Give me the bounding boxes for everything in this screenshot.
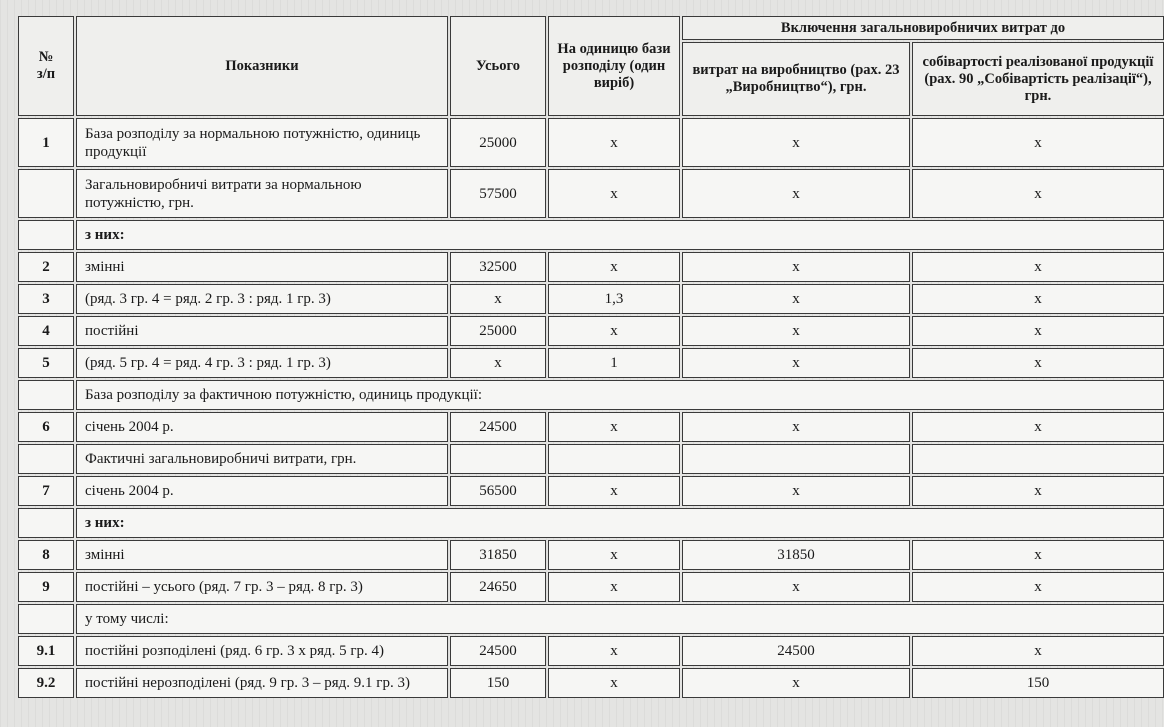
header-cost-of-sales: собівартості реалізованої продукції (рах. 90 „Собівартість реалізації“), грн. [912,42,1164,116]
cell-production: 31850 [682,540,910,570]
section-label: у тому числі: [76,604,1164,634]
cell-total: 24500 [450,412,546,442]
cell-total: 32500 [450,252,546,282]
cell-production: x [682,252,910,282]
row-number: 7 [18,476,74,506]
header-row-number: № з/п [18,16,74,116]
cell-production: x [682,316,910,346]
cell-total: x [450,348,546,378]
cell-cost-of-sales: x [912,348,1164,378]
cell-per-unit: 1,3 [548,284,680,314]
cell-production: x [682,348,910,378]
cell-cost-of-sales: 150 [912,668,1164,698]
cell-cost-of-sales: x [912,252,1164,282]
cell-production: x [682,169,910,218]
row-number: 5 [18,348,74,378]
cell-per-unit: x [548,572,680,602]
cell-cost-of-sales [912,444,1164,474]
cell-total: x [450,284,546,314]
cell-cost-of-sales: x [912,572,1164,602]
row-label: січень 2004 р. [76,412,448,442]
cell-production: x [682,412,910,442]
cell-total: 24500 [450,636,546,666]
table-row [18,540,1164,570]
table-row [18,284,1164,314]
section-label: з них: [76,508,1164,538]
cell-per-unit: x [548,252,680,282]
row-label: змінні [76,540,448,570]
row-number [18,604,74,634]
table-row [18,348,1164,378]
row-label: Фактичні загальновиробничі витрати, грн. [76,444,448,474]
row-label: Загальновиробничі витрати за нормальною потужністю, грн. [76,169,448,218]
row-number: 8 [18,540,74,570]
row-label: (ряд. 3 гр. 4 = ряд. 2 гр. 3 : ряд. 1 гр. 3) [76,284,448,314]
cell-cost-of-sales: x [912,169,1164,218]
row-number: 9.2 [18,668,74,698]
table-row [18,220,1164,250]
header-inclusion-group: Включення загальновиробничих витрат до [682,16,1164,40]
row-number: 2 [18,252,74,282]
table-row [18,668,1164,698]
row-number: 1 [18,118,74,167]
table-row [18,412,1164,442]
row-number: 3 [18,284,74,314]
table-row [18,508,1164,538]
cell-total: 56500 [450,476,546,506]
cell-production: x [682,476,910,506]
cell-total: 24650 [450,572,546,602]
row-label: постійні нерозподілені (ряд. 9 гр. 3 – ряд. 9.1 гр. 3) [76,668,448,698]
cell-total: 25000 [450,316,546,346]
row-number [18,380,74,410]
row-label: (ряд. 5 гр. 4 = ряд. 4 гр. 3 : ряд. 1 гр. 3) [76,348,448,378]
cell-cost-of-sales: x [912,118,1164,167]
row-number [18,220,74,250]
cell-production: x [682,572,910,602]
cell-production: 24500 [682,636,910,666]
cell-production [682,444,910,474]
header-indicators: Показники [76,16,448,116]
header-total: Усього [450,16,546,116]
cell-cost-of-sales: x [912,316,1164,346]
table-row [18,118,1164,167]
cell-cost-of-sales: x [912,476,1164,506]
cell-per-unit: 1 [548,348,680,378]
cell-production: x [682,668,910,698]
cell-total: 31850 [450,540,546,570]
cell-total: 25000 [450,118,546,167]
cell-per-unit: x [548,636,680,666]
cell-total: 57500 [450,169,546,218]
cell-per-unit: x [548,316,680,346]
cell-cost-of-sales: x [912,636,1164,666]
cell-per-unit: x [548,540,680,570]
table-row [18,476,1164,506]
cell-production: x [682,284,910,314]
cell-per-unit [548,444,680,474]
row-label: січень 2004 р. [76,476,448,506]
row-number: 9.1 [18,636,74,666]
row-number [18,508,74,538]
row-number: 4 [18,316,74,346]
cell-production: x [682,118,910,167]
cell-per-unit: x [548,476,680,506]
cell-total: 150 [450,668,546,698]
header-per-unit: На одиницю бази розподілу (один виріб) [548,16,680,116]
cell-per-unit: x [548,668,680,698]
table-row [18,252,1164,282]
cell-cost-of-sales: x [912,540,1164,570]
row-label: База розподілу за нормальною потужністю, одиниць продукції [76,118,448,167]
cell-per-unit: x [548,169,680,218]
row-label: постійні розподілені (ряд. 6 гр. 3 х ряд. 5 гр. 4) [76,636,448,666]
cell-total [450,444,546,474]
table-row [18,604,1164,634]
header-production-costs: витрат на виробництво (рах. 23 „Виробництво“), грн. [682,42,910,116]
table-row [18,380,1164,410]
table-row [18,316,1164,346]
section-label: База розподілу за фактичною потужністю, одиниць продукції: [76,380,1164,410]
table-row [18,169,1164,218]
row-label: змінні [76,252,448,282]
row-label: постійні [76,316,448,346]
cell-cost-of-sales: x [912,412,1164,442]
row-number [18,444,74,474]
table-row [18,636,1164,666]
table-row [18,444,1164,474]
section-label: з них: [76,220,1164,250]
cell-cost-of-sales: x [912,284,1164,314]
row-number: 6 [18,412,74,442]
row-number [18,169,74,218]
row-label: постійні – усього (ряд. 7 гр. 3 – ряд. 8 гр. 3) [76,572,448,602]
cell-per-unit: x [548,412,680,442]
overhead-distribution-table [16,14,1164,700]
table-row [18,572,1164,602]
row-number: 9 [18,572,74,602]
cell-per-unit: x [548,118,680,167]
